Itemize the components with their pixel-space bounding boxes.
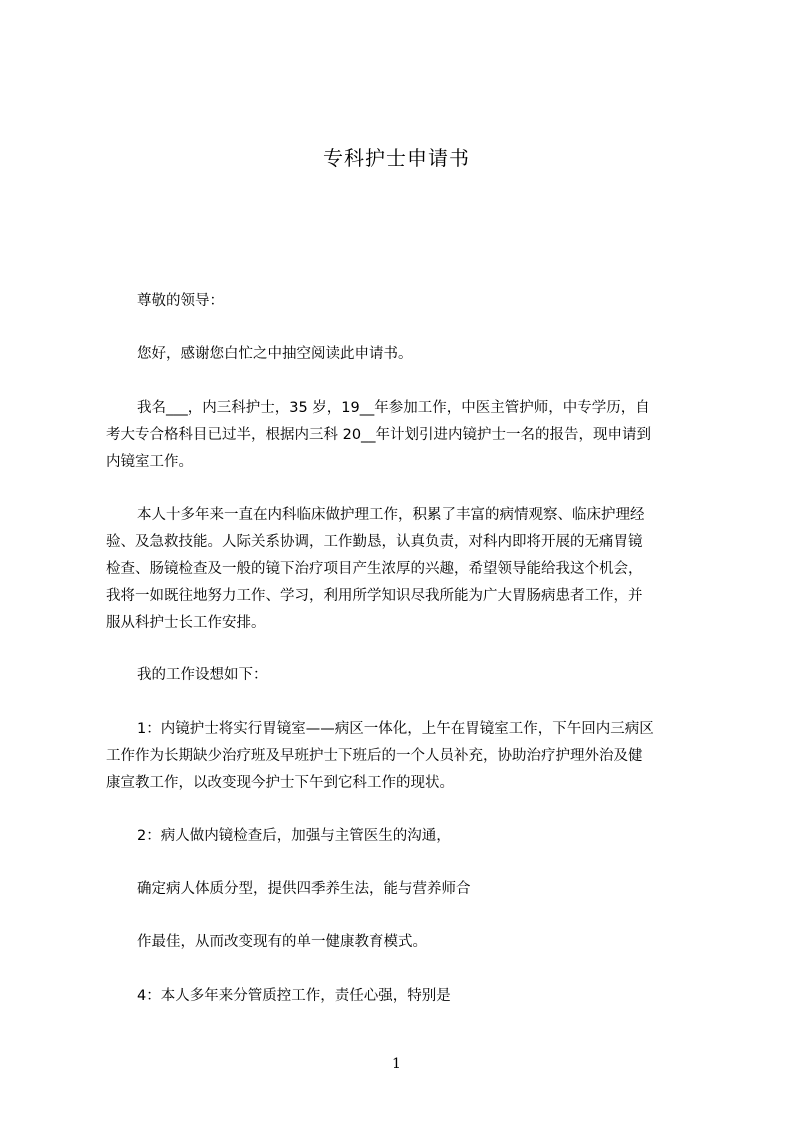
paragraph-line: 我将一如既往地努力工作、学习，利用所学知识尽我所能为广大胃肠病患者工作，并 (106, 588, 643, 604)
paragraph-line: 本人十多年来一直在内科临床做护理工作，积累了丰富的病情观察、临床护理经 (137, 507, 645, 523)
plan-item-2: 2：病人做内镜检查后，加强与主管医生的沟通， (137, 828, 451, 844)
plan-item-4: 4：本人多年来分管质控工作，责任心强，特别是 (137, 988, 451, 1004)
paragraph-line: 内镜室工作。 (106, 454, 193, 470)
paragraph-line: 检查、肠镜检查及一般的镜下治疗项目产生浓厚的兴趣，希望领导能给我这个机会， (106, 561, 643, 577)
greeting: 您好，感谢您白忙之中抽空阅读此申请书。 (137, 346, 413, 362)
plan-intro: 我的工作设想如下： (137, 667, 268, 683)
paragraph-line: 康宣教工作，以改变现今护士下午到它科工作的现状。 (106, 775, 454, 791)
paragraph-line: 我名___，内三科护士，35 岁，19__年参加工作，中医主管护师，中专学历，自 (137, 400, 650, 416)
paragraph-line: 验、及急救技能。人际关系协调，工作勤恳，认真负责，对科内即将开展的无痛胃镜 (106, 534, 643, 550)
document-title: 专科护士申请书 (323, 146, 470, 170)
salutation: 尊敬的领导： (137, 293, 224, 309)
paragraph-line: 工作作为长期缺少治疗班及早班护士下班后的一个人员补充，协助治疗护理外治及健 (106, 748, 643, 764)
plan-item-2-end: 作最佳，从而改变现有的单一健康教育模式。 (137, 934, 427, 950)
page-number: 1 (392, 1056, 401, 1072)
paragraph-line: 服从科护士长工作安排。 (106, 615, 266, 631)
paragraph-line: 考大专合格科目已过半，根据内三科 20__年计划引进内镜护士一名的报告，现申请到 (106, 427, 652, 443)
paragraph-line: 1：内镜护士将实行胃镜室——病区一体化，上午在胃镜室工作，下午回内三病区 (137, 721, 654, 737)
plan-item-2-continued: 确定病人体质分型，提供四季养生法，能与营养师合 (137, 881, 471, 897)
